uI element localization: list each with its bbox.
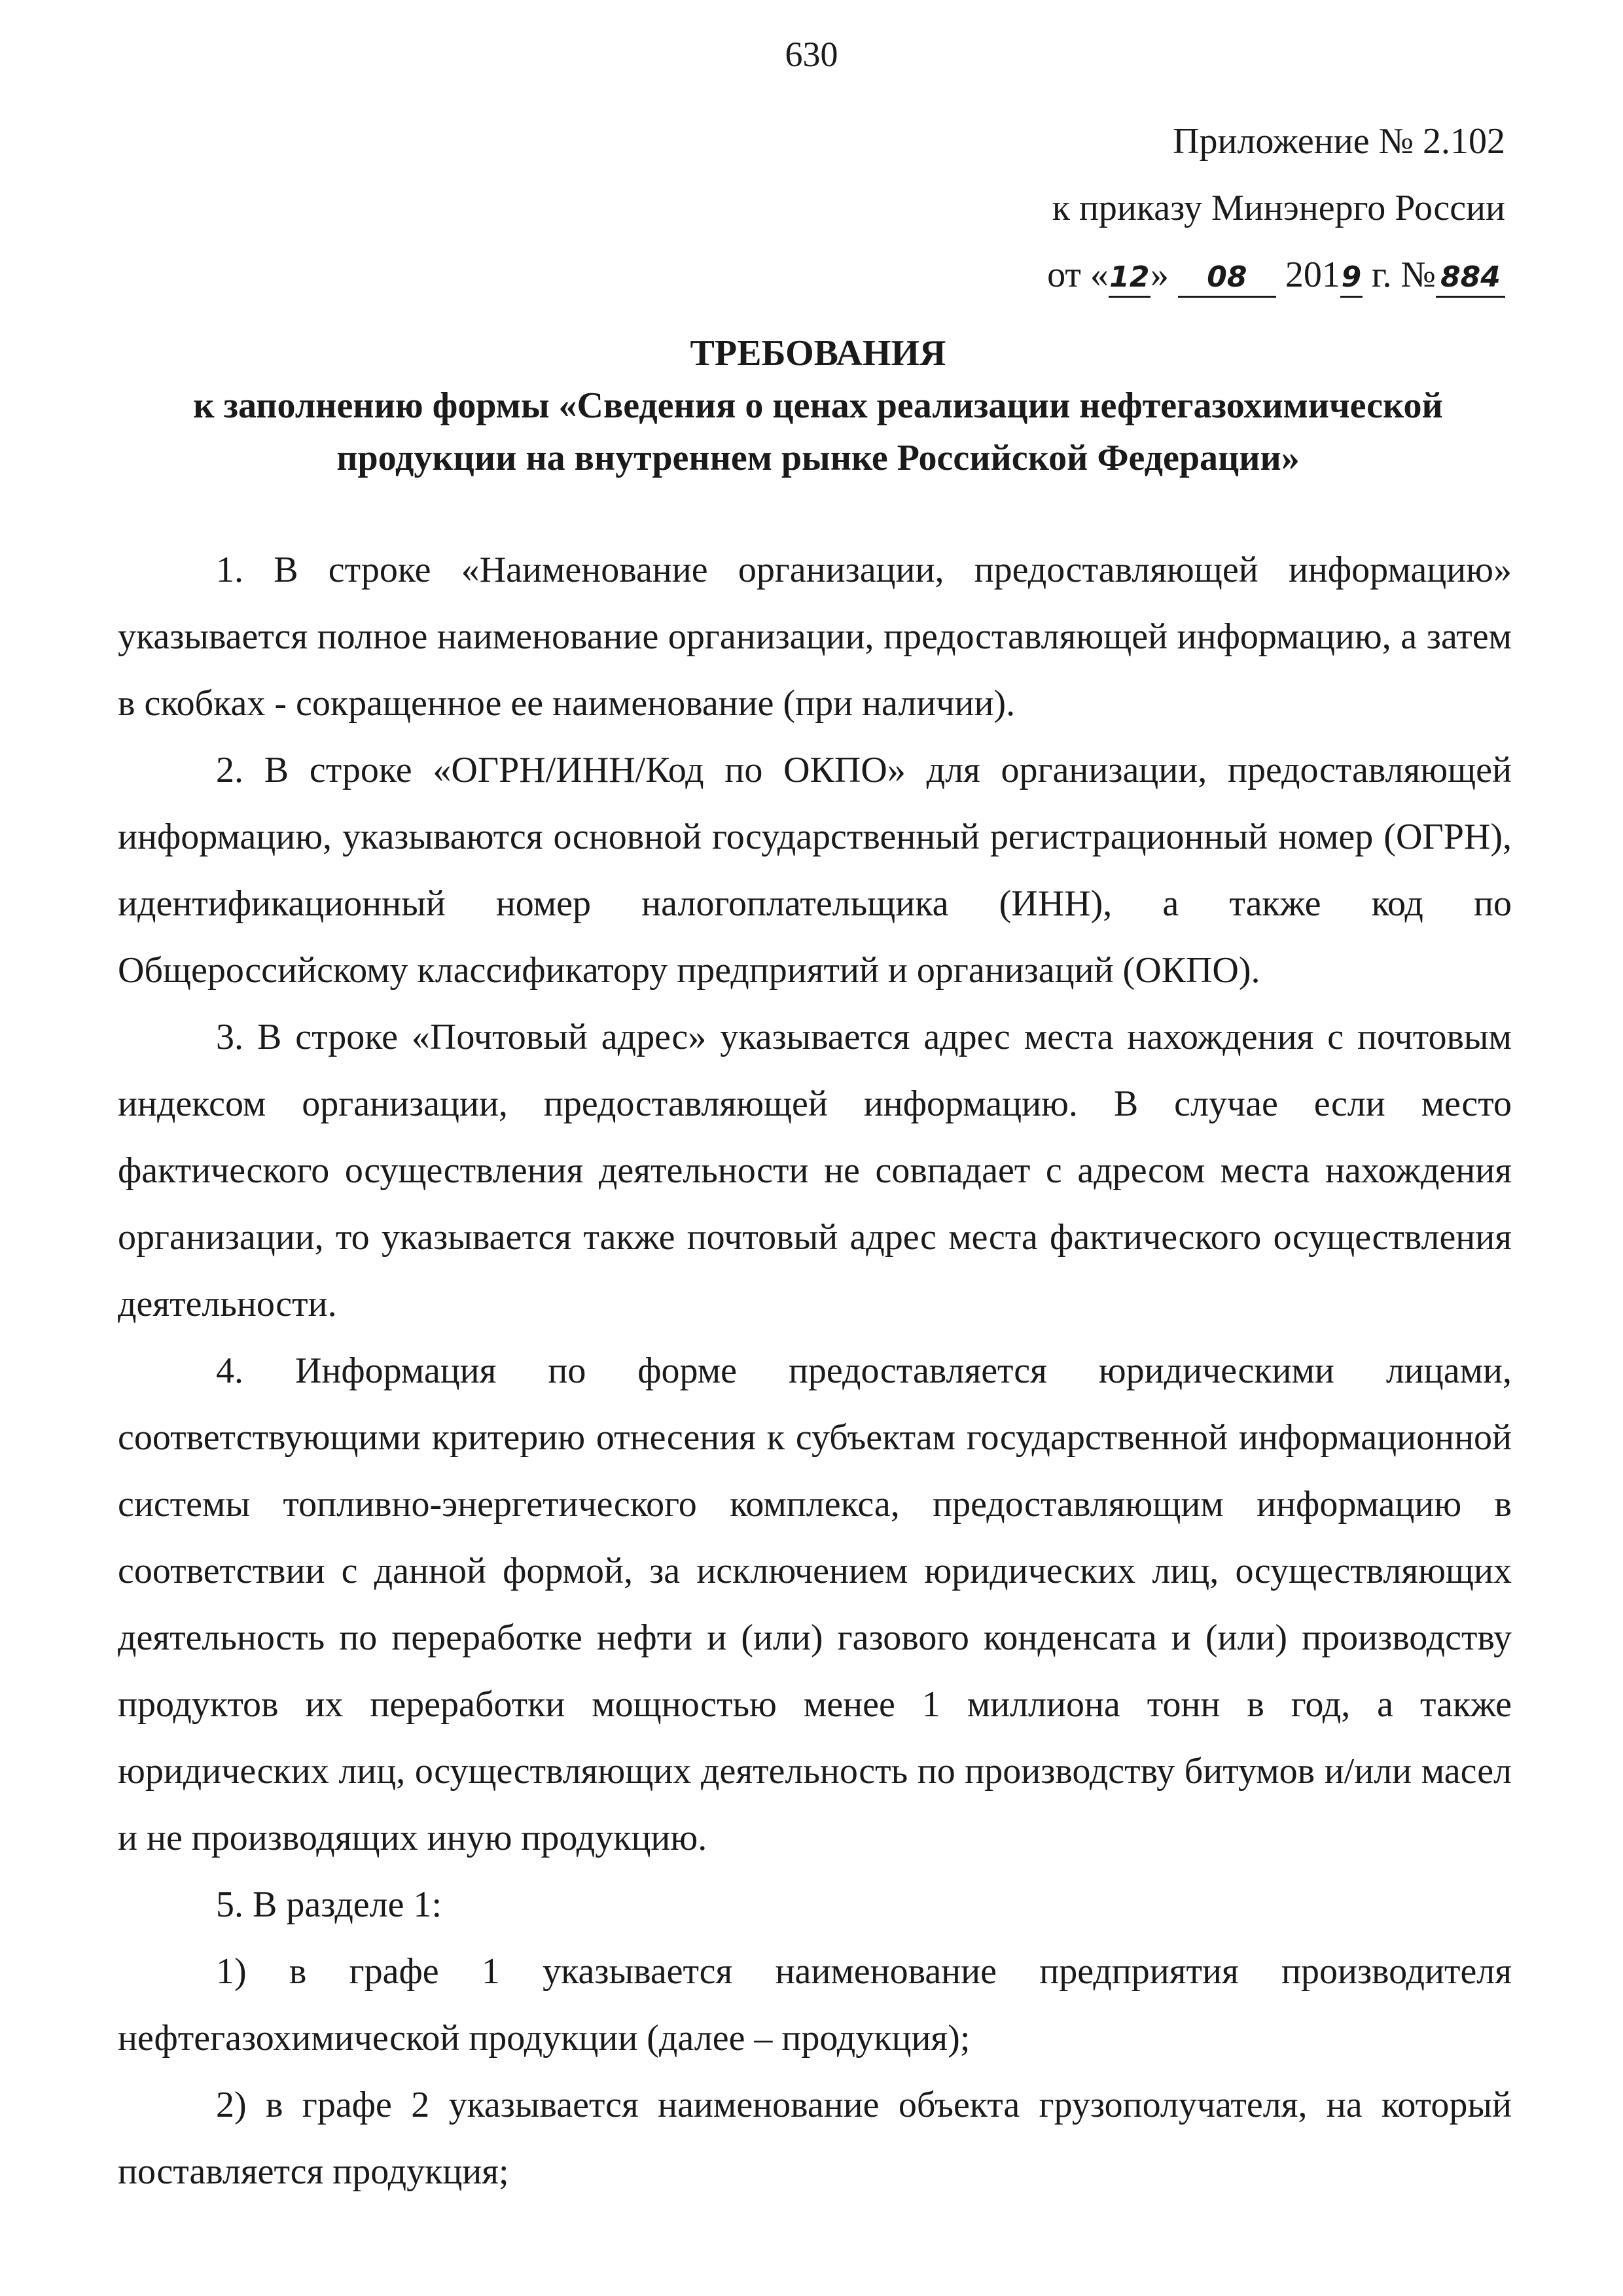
title-heading: ТРЕБОВАНИЯ: [690, 333, 946, 374]
paragraph-1: 1. В строке «Наименование организации, предоставляющей информацию» указывается полное наименование организации, предоставляющей информацию, а затем в скобках - сокращенное ее наименование (при наличии).: [118, 550, 1512, 724]
appendix-number: Приложение № 2.102: [1173, 121, 1505, 162]
year-prefix: 201: [1285, 255, 1340, 295]
handwritten-day: 12: [1109, 259, 1150, 298]
paragraph-5-1: 1) в графе 1 указывается наименование предприятия производителя нефтегазохимической продукции (далее – продукция);: [118, 1951, 1512, 2058]
handwritten-order-number: 884: [1436, 259, 1505, 298]
paragraph-5-2: 2) в графе 2 указывается наименование объекта грузополучателя, на который поставляется продукция;: [118, 2085, 1512, 2192]
handwritten-month: 08: [1178, 259, 1276, 298]
appendix-header: [982, 108, 1505, 308]
paragraph-4: 4. Информация по форме предоставляется юридическими лицами, соответствующими критерию отнесения к субъектам государственной информационной системы топливно-энергетического комплекса, предоставляющим информацию в соответствии с данной формой, за исключением юридических лиц, осуществляющих деятельность по переработке нефти и (или) газового конденсата и (или) производству продуктов их переработки мощностью менее 1 миллиона тонн в год, а также юридических лиц, осуществляющих деятельность по производству битумов и/или масел и не производящих иную продукцию.: [118, 1351, 1512, 1858]
document-body: [118, 537, 1512, 2205]
page-number: 630: [785, 35, 838, 74]
appendix-order-reference: к приказу Минэнерго России: [1052, 188, 1505, 228]
paragraph-2: 2. В строке «ОГРН/ИНН/Код по ОКПО» для организации, предоставляющей информацию, указываются основной государственный регистрационный номер (ОГРН), идентификационный номер налогоплательщика (ИНН), а также код по Общероссийскому классификатору предприятий и организаций (ОКПО).: [118, 750, 1512, 991]
year-suffix: г. №: [1362, 255, 1436, 295]
document-title: [105, 327, 1531, 484]
title-line-3: продукции на внутреннем рынке Российской Федерации»: [336, 438, 1300, 478]
paragraph-3: 3. В строке «Почтовый адрес» указывается адрес места нахождения с почтовым индексом организации, предоставляющей информацию. В случае если место фактического осуществления деятельности не совпадает с адресом места нахождения организации, то указывается также почтовый адрес места фактического осуществления деятельности.: [118, 1017, 1512, 1324]
date-prefix: от «: [1047, 255, 1109, 295]
appendix-date-line: [982, 241, 1505, 308]
date-mid: »: [1150, 255, 1169, 295]
paragraph-5: 5. В разделе 1:: [216, 1884, 442, 1925]
title-line-2: к заполнению формы «Сведения о ценах реализации нефтегазохимической: [193, 385, 1443, 426]
handwritten-year-digit: 9: [1340, 259, 1363, 298]
